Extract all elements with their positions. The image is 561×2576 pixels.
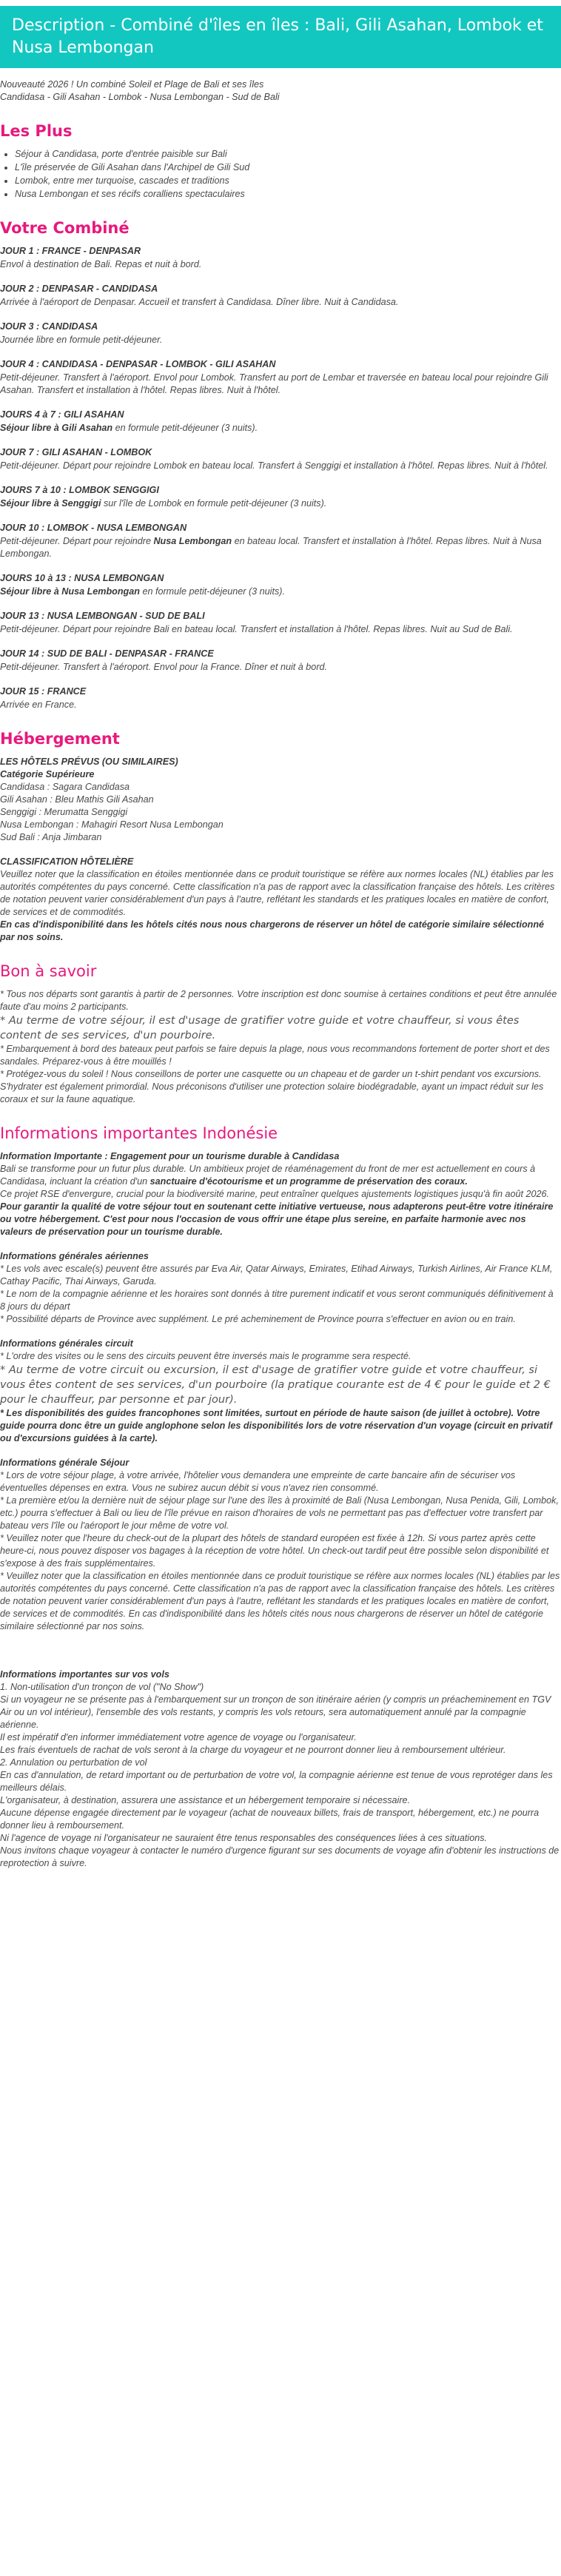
day-text-rest: sur l'île de Lombok en formule petit-déjeuner (3 nuits). (101, 498, 327, 509)
bon-text: * Embarquement à bord des bateaux peut parfois se faire depuis la plage, nous vous recommandons fortement de porter short et des sandales. Préparez-vous à être mouillés ! (0, 1044, 550, 1067)
day-title: JOUR 2 : DENPASAR - CANDIDASA (0, 284, 158, 294)
sejour-text: * Veuillez noter que l'heure du check-out de la plupart des hôtels de standard européen est fixée à 12h. Si vous partez après cette heure-ci, nous pouvez disposer vos bagages à la réception de votre hôtel. Un check-out tardif peut être possible selon disponibilité et s'expose à des frais supplémentaires. (0, 1533, 549, 1569)
day-text (0, 497, 561, 510)
day-title: JOURS 10 à 13 : NUSA LEMBONGAN (0, 573, 164, 583)
day-title: JOUR 15 : FRANCE (0, 686, 87, 697)
day-block (0, 572, 561, 598)
day-title: JOUR 7 : GILI ASAHAN - LOMBOK (0, 447, 152, 457)
day-text-bold: Séjour libre à Senggigi (0, 498, 101, 509)
day-block (0, 522, 561, 560)
intro-line: Nouveauté 2026 ! Un combiné Soleil et Plage de Bali et ses îles (0, 79, 264, 90)
day-text-bold: Séjour libre à Gili Asahan (0, 423, 113, 433)
engagement-text-start: Ce projet RSE d'envergure, crucial pour la biodiversité marine, peut entraîner quelques ajustements logistiques jusqu'à fin août 2026. (0, 1189, 549, 1199)
list-item: • Lombok, entre mer turquoise, cascades et traditions (15, 175, 561, 187)
bon-block (0, 988, 561, 1106)
sejour-text: * Veuillez noter que la classification en étoiles mentionnée dans ce produit touristique se réfère aux normes locales (NL) établies par les autorités compétentes du pays concerné. Cette classification n'a pas de rapport avec la classification française des hôtels. Les critères de notation peuvent varier considérablement d'un pays à l'autre, reflétant les standards et les pratiques locales en matière de confort, de services et de commodités. En cas d'indisponibilité dans les hôtels cités nous nous chargerons de réserver un hôtel de catégorie similaire sélectionné par nos soins. (0, 1571, 560, 1631)
day-text-rest: en bateau local. Transfert et installation à l'hôtel. Repas libres. Nuit à Nusa Lembongan. (0, 536, 542, 559)
engagement-text (0, 1163, 561, 1188)
intro-line: Candidasa - Gili Asahan - Lombok - Nusa Lembongan - Sud de Bali (0, 92, 280, 102)
engagement-text (0, 1188, 561, 1238)
page (0, 6, 561, 1911)
vols-text: Aucune dépense engagée directement par le voyageur (achat de nouveaux billets, frais de transport, hébergement, etc.) ne pourra donner lieu à remboursement. (0, 1808, 540, 1831)
hotel-line: Gili Asahan : Bleu Mathis Gili Asahan (0, 794, 154, 805)
day-block (0, 358, 561, 397)
day-title: JOUR 10 : LOMBOK - NUSA LEMBONGAN (0, 523, 187, 533)
intro (0, 78, 561, 104)
circuit-title: Informations générales circuit (0, 1338, 133, 1349)
page-title: Description - Combiné d'îles en îles : Bali, Gili Asahan, Lombok et Nusa Lembongan (12, 16, 543, 57)
vols-text: L'organisateur, à destination, assurera une assistance et un hébergement temporaire si nécessaire. (0, 1795, 411, 1805)
air-text: * Le nom de la compagnie aérienne et les horaires sont donnés à titre purement indicatif et vous seront communiqués définitivement à 8 jours du départ (0, 1289, 554, 1312)
vols-text: 2. Annulation ou perturbation de vol (0, 1757, 147, 1768)
day-text-start: Petit-déjeuner. Départ pour rejoindre (0, 536, 154, 546)
classification-text: Veuillez noter que la classification en étoiles mentionnée dans ce produit touristique se réfère aux normes locales (NL) établies par les autorités compétentes du pays concerné. Cette classification n'a pas de rapport avec la classification française des hôtels. Les critères de notation peuvent varier considérablement d'un pays à l'autre, reflétant les standards et les pratiques locales en matière de confort, de services et de commodités. (0, 869, 555, 917)
plus-list (15, 148, 561, 201)
day-block (0, 648, 561, 674)
section-heading-bon: Bon à savoir (0, 962, 97, 980)
section-heading-itinerary: Votre Combiné (0, 219, 130, 237)
sejour-text: * Lors de votre séjour plage, à votre arrivée, l'hôtelier vous demandera une empreinte de carte bancaire afin de sécuriser vos éventuelles dépenses en extra. Vous ne subirez aucun débit si vous n'avez rien consommé. (0, 1470, 516, 1493)
hotel-line: Nusa Lembongan : Mahagiri Resort Nusa Lembongan (0, 819, 224, 830)
day-text (0, 422, 561, 435)
hotel-line: Candidasa : Sagara Candidasa (0, 782, 130, 792)
list-item: • Séjour à Candidasa, porte d'entrée paisible sur Bali (15, 148, 561, 161)
content (0, 78, 561, 1870)
circuit-bold: * Les disponibilités des guides francophones sont limitées, surtout en période de haute saison (de juillet à octobre). Votre guide pourra donc être un guide anglophone selon les disponibilités lors de votre réservation d'un voyage (circuit en privatif ou d'excursions guidées à la carte). (0, 1408, 553, 1443)
vols-text: Si un voyageur ne se présente pas à l'embarquement sur un tronçon de son itinéraire aérien (y compris un préacheminement en TGV Air ou un vol intérieur), l'ensemble des vols restants, y compris les vols retours, sera automatiquement annulé par la compagnie aérienne. (0, 1694, 551, 1730)
day-block (0, 245, 561, 271)
day-title: JOURS 4 à 7 : GILI ASAHAN (0, 409, 124, 420)
day-text: Petit-déjeuner. Transfert à l'aéroport. Envol pour la France. Dîner et nuit à bord. (0, 662, 328, 672)
day-text (0, 535, 561, 560)
classification-bold: En cas d'indisponibilité dans les hôtels cités nous nous chargerons de réserver un hôtel de catégorie similaire sélectionné par nos soins. (0, 919, 545, 942)
circuit-text: * L'ordre des visites ou le sens des circuits peuvent être inversés mais le programme sera respecté. (0, 1351, 411, 1361)
engagement-text-bold: sanctuaire d'écotourisme et un programme de préservation des coraux. (150, 1176, 468, 1187)
vols-text: Nous invitons chaque voyageur à contacter le numéro d'urgence figurant sur ses documents de voyage afin d'obtenir les instructions de reprotection à suivre. (0, 1845, 560, 1868)
title-bar (0, 6, 561, 68)
day-title: JOUR 14 : SUD DE BALI - DENPASAR - FRANCE (0, 648, 214, 659)
vols-title: Informations importantes sur vos vols (0, 1669, 169, 1680)
section-heading-plus: Les Plus (0, 122, 73, 140)
bon-text: * Au terme de votre séjour, il est d'usage de gratifier votre guide et votre chauffeur, si vous êtes content de ses services, d'un pourboire. (0, 1015, 520, 1042)
day-title: JOUR 1 : FRANCE - DENPASAR (0, 246, 141, 256)
day-text: Petit-déjeuner. Départ pour rejoindre Lombok en bateau local. Transfert à Senggigi et installation à l'hôtel. Repas libres. Nuit à l'hôtel. (0, 460, 548, 471)
sejour-block (0, 1457, 561, 1633)
day-block (0, 283, 561, 309)
vols-text: Ni l'agence de voyage ni l'organisateur ne sauraient être tenus responsables des conséquences liées à ces situations. (0, 1833, 487, 1843)
vols-block (0, 1668, 561, 1870)
hotels-block (0, 756, 561, 844)
sejour-title: Informations générale Séjour (0, 1458, 130, 1468)
bon-text: * Protégez-vous du soleil ! Nous conseillons de porter une casquette ou un chapeau et de garder un t-shirt pendant vos excursions. S'hydrater est également primordial. Nous préconisons d'utiliser une protection solaire biodégradable, ayant un impact réduit sur les coraux et sur la faune aquatique. (0, 1069, 544, 1104)
day-text-rest: en formule petit-déjeuner (3 nuits). (139, 586, 285, 597)
engagement-title: Information Importante : Engagement pour un tourisme durable à Candidasa (0, 1151, 340, 1161)
day-block (0, 685, 561, 711)
engagement-text-start: Bali se transforme pour un futur plus durable. Un ambitieux projet de réaménagement du front de mer est actuellement en cours à Candidasa, incluant la création d'un (0, 1164, 536, 1187)
day-title: JOUR 13 : NUSA LEMBONGAN - SUD DE BALI (0, 611, 205, 621)
day-text (0, 586, 561, 598)
day-text: Arrivée à l'aéroport de Denpasar. Accueil et transfert à Candidasa. Dîner libre. Nuit à Candidasa. (0, 297, 399, 307)
section-heading-info: Informations importantes Indonésie (0, 1124, 278, 1142)
spacer (0, 1645, 561, 1668)
day-text: Arrivée en France. (0, 700, 77, 710)
day-text: Envol à destination de Bali. Repas et nuit à bord. (0, 259, 202, 269)
list-item: • L'île préservée de Gili Asahan dans l'Archipel de Gili Sud (15, 161, 561, 174)
hotel-line: Sud Bali : Anja Jimbaran (0, 832, 102, 842)
day-block (0, 446, 561, 472)
engagement-text-bold: Pour garantir la qualité de votre séjour tout en soutenant cette initiative vertueuse, nous adapterons peut-être votre itinéraire ou votre hébergement. C'est pour nous l'occasion de vous offrir une étape plus sereine, en parfaite harmonie avec nos valeurs de préservation pour un tourisme durable. (0, 1201, 554, 1237)
air-text: * Possibilité départs de Province avec supplément. Le pré acheminement de Province pourra s'effectuer en avion ou en train. (0, 1314, 516, 1324)
bon-text: * Tous nos départs sont garantis à partir de 2 personnes. Votre inscription est donc soumise à certaines conditions et peut être annulée faute d'au moins 2 participants. (0, 989, 557, 1012)
vols-text: 1. Non-utilisation d'un tronçon de vol ("No Show") (0, 1682, 204, 1692)
day-text-bold: Séjour libre à Nusa Lembongan (0, 586, 140, 597)
day-block (0, 610, 561, 636)
classification-title: CLASSIFICATION HÔTELIÈRE (0, 856, 134, 867)
sejour-text: * La première et/ou la dernière nuit de séjour plage sur l'une des îles à proximité de Bali (Nusa Lembongan, Nusa Penida, Gili, Lombok, etc.) pourra s'effectuer à Bali ou lieu de l'île prévue en raison d'horaires de vols ne permettant pas pas d'effectuer votre transfert par bateau vers l'île ou l'aéroport le jour même de votre vol. (0, 1495, 559, 1531)
day-title: JOURS 7 à 10 : LOMBOK SENGGIGI (0, 485, 159, 495)
hotels-title: LES HÔTELS PRÉVUS (OU SIMILAIRES) (0, 757, 178, 767)
vols-text: En cas d'annulation, de retard important ou de perturbation de votre vol, la compagnie aérienne est tenue de vous reprotéger dans les meilleurs délais. (0, 1770, 553, 1793)
air-block (0, 1250, 561, 1326)
air-text: * Les vols avec escale(s) peuvent être assurés par Eva Air, Qatar Airways, Emirates, Etihad Airways, Turkish Airlines, Air France KLM, Cathay Pacific, Thai Airways, Garuda. (0, 1264, 553, 1287)
day-block (0, 321, 561, 346)
day-text: Journée libre en formule petit-déjeuner. (0, 335, 163, 345)
day-text: Petit-déjeuner. Transfert à l'aéroport. Envol pour Lombok. Transfert au port de Lembar et traversée en bateau local pour rejoindre Gili Asahan. Transfert et installation à l'hôtel. Repas libres. Nuit à l'hôtel. (0, 372, 548, 395)
day-title: JOUR 4 : CANDIDASA - DENPASAR - LOMBOK - GILI ASAHAN (0, 359, 276, 369)
engagement-block (0, 1150, 561, 1238)
hotel-line: Senggigi : Merumatta Senggigi (0, 807, 128, 817)
day-text-bold: Nusa Lembongan (153, 536, 232, 546)
section-heading-hebergement: Hébergement (0, 730, 120, 748)
day-block (0, 409, 561, 435)
circuit-text: * Au terme de votre circuit ou excursion, il est d'usage de gratifier votre guide et votre chauffeur, si vous êtes content de ses services, d'un pourboire (la pratique courante est de 4 € pour le guide et 2 € pour le chauffeur, par personne et par jour). (0, 1364, 551, 1406)
day-title: JOUR 3 : CANDIDASA (0, 321, 98, 332)
day-block (0, 484, 561, 510)
classification-block (0, 856, 561, 944)
vols-text: Il est impératif d'en informer immédiatement votre agence de voyage ou l'organisateur. (0, 1732, 357, 1743)
list-item: • Nusa Lembongan et ses récifs coralliens spectaculaires (15, 188, 561, 201)
air-title: Informations générales aériennes (0, 1251, 149, 1261)
circuit-block (0, 1338, 561, 1445)
day-text-rest: en formule petit-déjeuner (3 nuits). (112, 423, 258, 433)
day-text: Petit-déjeuner. Départ pour rejoindre Bali en bateau local. Transfert et installation à l'hôtel. Repas libres. Nuit au Sud de Bali. (0, 624, 513, 634)
hotels-category: Catégorie Supérieure (0, 769, 95, 779)
vols-text: Les frais éventuels de rachat de vols seront à la charge du voyageur et ne pourront donner lieu à remboursement ultérieur. (0, 1745, 506, 1755)
